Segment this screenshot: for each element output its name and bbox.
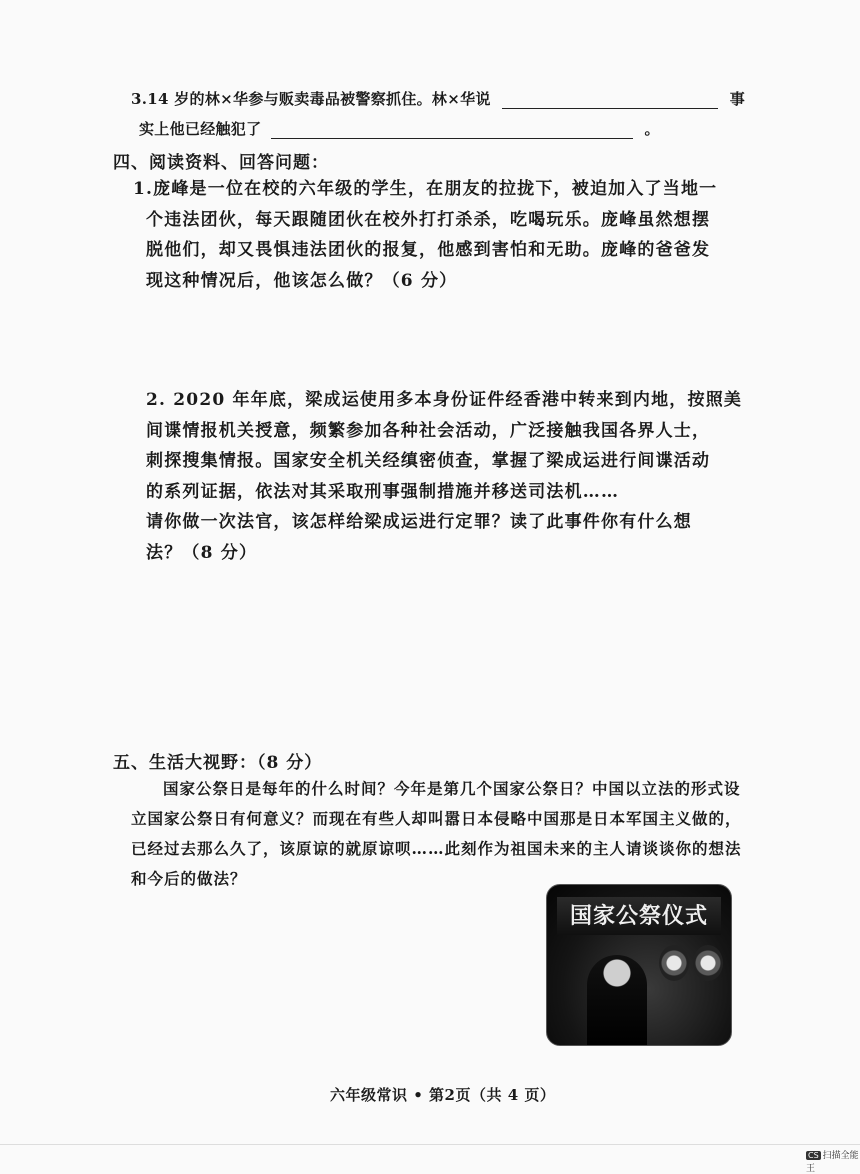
section5-body [131, 774, 742, 894]
scan-edge-divider [0, 1144, 860, 1145]
scanner-watermark [806, 1148, 860, 1174]
q2-line: 请你做一次法官，该怎样给梁成运进行定罪？读了此事件你有什么想 [146, 512, 692, 532]
q3-line1-text: 3.14 岁的林×华参与贩卖毒品被警察抓住。林×华说 [131, 90, 491, 108]
q1-line: 个违法团伙，每天跟随团伙在校外打打杀杀，吃喝玩乐。庞峰虽然想摆 [146, 209, 711, 230]
q3-line2-text: 实上他已经触犯了 [139, 120, 262, 138]
section4-q2 [146, 385, 742, 568]
q1-line: 脱他们，却又畏惧违法团伙的报复，他感到害怕和无助。庞峰的爸爸发 [146, 240, 711, 260]
q1-line: 1.庞峰是一位在校的六年级的学生，在朋友的拉拢下，被迫加入了当地一 [133, 179, 718, 199]
s5-line: 已经过去那么久了，该原谅的就原谅呗……此刻作为祖国未来的主人请谈谈你的想法 [131, 839, 742, 858]
q3-line2-end: 。 [644, 120, 660, 138]
memorial-ceremony-photo [546, 884, 732, 1046]
q2-line: 刺探搜集情报。国家安全机关经缜密侦查，掌握了梁成运进行间谍活动 [146, 451, 711, 471]
q2-line: 法？（8 分） [146, 542, 258, 563]
s5-line: 国家公祭日是每年的什么时间？今年是第几个国家公祭日？中国以立法的形式设 [163, 779, 741, 798]
page-footer: 六年级常识 • 第2页（共 4 页） [330, 1086, 556, 1104]
section4-q1 [133, 174, 717, 296]
photo-banner: 国家公祭仪式 [557, 897, 721, 935]
q3-line2 [139, 118, 660, 139]
section5-heading: 五、生活大视野：（8 分） [113, 753, 323, 773]
q2-line: 的系列证据，依法对其采取刑事强制措施并移送司法机…… [146, 481, 620, 502]
s5-line: 立国家公祭日有何意义？而现在有些人却叫嚣日本侵略中国那是日本军国主义做的， [131, 809, 742, 828]
q3-line1-end: 事 [729, 90, 746, 108]
photo-wreath [693, 945, 723, 981]
q3-line1 [131, 88, 745, 109]
section4-heading: 四、阅读资料、回答问题： [113, 153, 329, 173]
q2-line: 2. 2020 年年底，梁成运使用多本身份证件经香港中转来到内地，按照美 [146, 390, 743, 410]
q1-line: 现这种情况后，他该怎么做？（6 分） [146, 270, 458, 291]
q3-blank-1 [502, 92, 718, 109]
q3-blank-2 [271, 122, 633, 139]
scanner-logo-icon: CS [808, 1151, 819, 1160]
photo-wreath [659, 945, 689, 981]
scanner-label: 扫描全能王 [806, 1151, 859, 1174]
photo-person [587, 955, 647, 1045]
s5-line: 和今后的做法？ [131, 869, 247, 888]
q2-line: 间谍情报机关授意，频繁参加各种社会活动，广泛接触我国各界人士， [146, 420, 711, 441]
